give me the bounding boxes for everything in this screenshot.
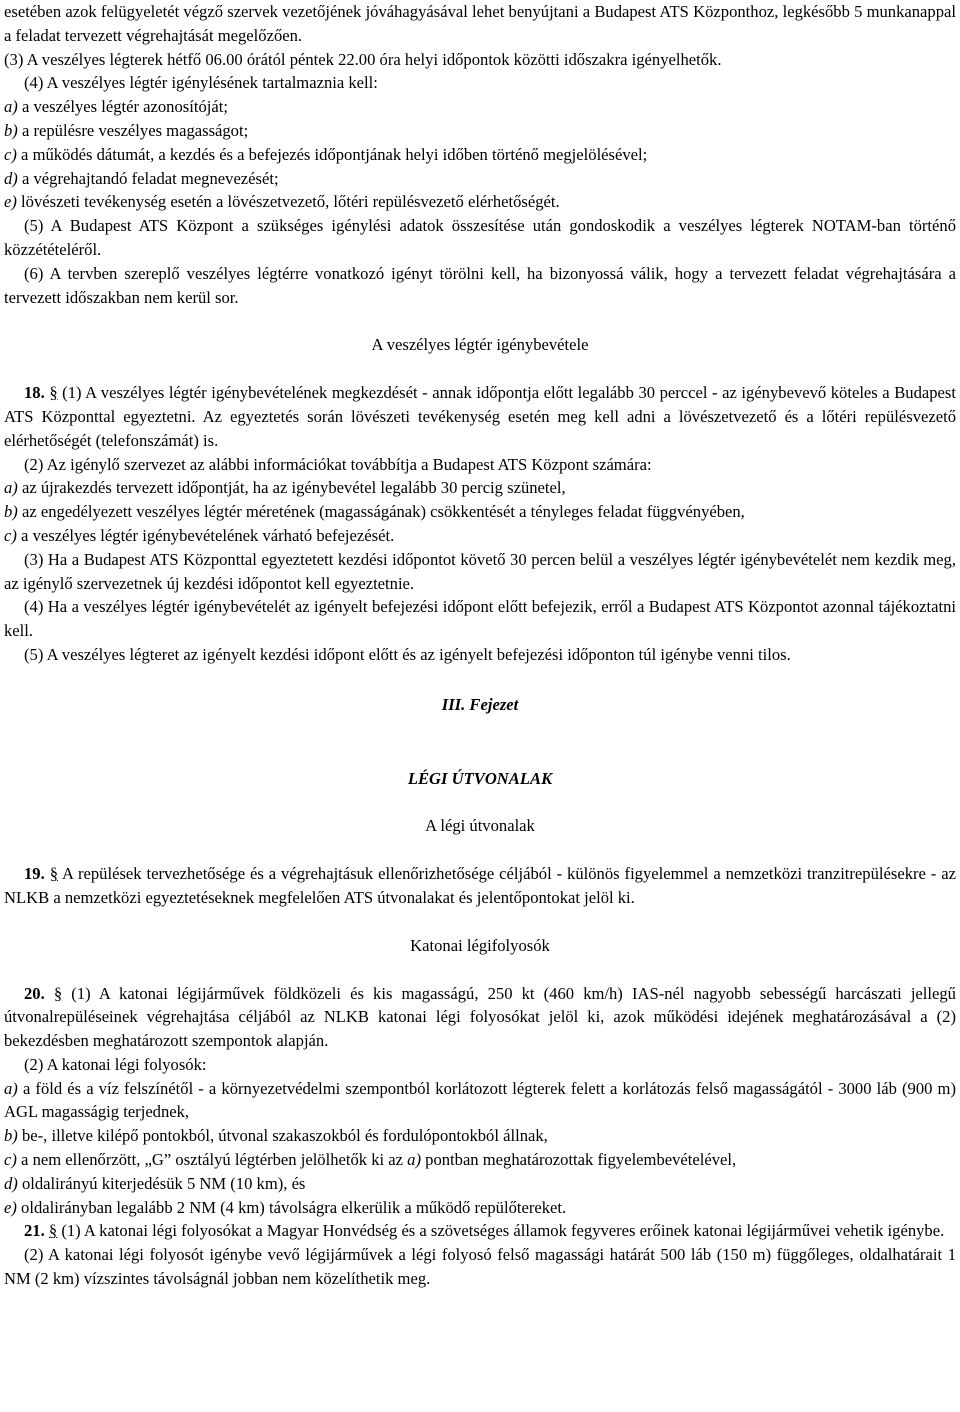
section-number: 20. [24, 983, 45, 1003]
list-item-20-c [4, 1148, 956, 1172]
item-text: lövészeti tevékenység esetén a lövészetvezető, lőtéri repülésvezető elérhetőségét. [16, 192, 560, 212]
item-text: a működés dátumát, a kezdés és a befejezés időpontjának helyi időben történő megjelölésével; [16, 144, 648, 164]
item-letter: c) [4, 525, 17, 545]
section-text: (1) A veszélyes légtér igénybevételének megkezdését - annak időpontja előtt legalább 30 perccel - az igénybevevő köteles a Budapest ATS Központtal egyeztetni. Az egyeztetés során lövészeti tevékenység esetén meg kell adni a lövészetvezető és a lőtéri repülésvezető elérhetőségét (telefonszámát) is. [4, 383, 956, 450]
item-text: a végrehajtandó feladat megnevezését; [17, 168, 279, 188]
list-item-17-4-b [4, 119, 956, 143]
section-text: (1) A katonai légi folyosókat a Magyar Honvédség és a szövetséges államok fegyveres erőinek katonai légijárművei vehetik igénybe. [57, 1221, 945, 1241]
paragraph-intro: esetében azok felügyeletét végző szervek vezetőjének jóváhagyásával lehet benyújtani a Budapest ATS Központhoz, legkésőbb 5 munkanappal a feladat tervezett végrehajtását megelőzően. [4, 2, 956, 45]
section-20-paragraph-1 [4, 982, 956, 1053]
item-reference: a) [407, 1150, 421, 1170]
item-letter: a) [4, 97, 18, 117]
item-letter: b) [4, 502, 18, 522]
chapter-number: III. Fejezet [441, 694, 519, 714]
paragraph-17-5: (5) A Budapest ATS Központ a szükséges igénylési adatok összesítése után gondoskodik a veszélyes légterek NOTAM-ban történő közzétételéről. [4, 216, 956, 259]
list-item-20-e [4, 1196, 956, 1220]
item-text: a nem ellenőrzött, „G” osztályú légtérben jelölhetők ki az [16, 1150, 408, 1170]
list-item-17-4-c [4, 143, 956, 167]
item-text: oldalirányban legalább 2 NM (4 km) távolságra elkerülik a működő repülőtereket. [16, 1197, 567, 1217]
section-sign: § [49, 864, 58, 884]
section-sign: § [53, 983, 63, 1003]
item-letter: a) [4, 1078, 18, 1098]
section-18-paragraph-5: (5) A veszélyes légteret az igényelt kezdési időpont előtt és az igényelt befejezési időponton túl igénybe venni tilos. [24, 644, 791, 664]
item-text: oldalirányú kiterjedésük 5 NM (10 km), és [17, 1173, 306, 1193]
section-18-paragraph-4: (4) Ha a veszélyes légtér igénybevételét az igényelt befejezési időpont előtt befejezik, erről a Budapest ATS Központot azonnal tájékoztatni kell. [4, 597, 956, 641]
list-item-18-c [4, 524, 956, 548]
list-item-20-b [4, 1124, 956, 1148]
item-letter: d) [4, 168, 18, 188]
section-18-paragraph-2: (2) Az igénylő szervezet az alábbi információkat továbbítja a Budapest ATS Központ számára: [24, 454, 652, 474]
section-sign: § [49, 383, 58, 403]
section-19-paragraph-1 [4, 862, 956, 910]
list-item-20-a [4, 1077, 956, 1125]
item-letter: b) [4, 1126, 18, 1146]
item-letter: c) [4, 1150, 17, 1170]
item-text: be-, illetve kilépő pontokból, útvonal szakaszokból és fordulópontokból állnak, [17, 1126, 548, 1146]
section-number: 18. [24, 383, 45, 403]
chapter-title: LÉGI ÚTVONALAK [407, 768, 553, 788]
section-number: 21. [24, 1221, 45, 1241]
item-text: az újrakezdés tervezett időpontját, ha az igénybevétel legalább 30 percig szünetel, [17, 478, 566, 498]
item-text: az engedélyezett veszélyes légtér méretének (magasságának) csökkentését a tényleges feladat függvényében, [17, 502, 745, 522]
section-21-paragraph-2: (2) A katonai légi folyosót igénybe vevő légijárművek a légi folyosó felső magassági határát 500 láb (150 m) függőleges, oldalhatárait 1 NM (2 km) vízszintes távolságnál jobban nem közelíthetik meg. [4, 1245, 956, 1289]
section-sign: § [48, 1221, 58, 1241]
section-text: A repülések tervezhetősége és a végrehajtásuk ellenőrizhetősége céljából - különös figyelemmel a nemzetközi tranzitrepülésekre - az NLKB a nemzetközi egyeztetéseknek megfelelően ATS útvonalakat és jelentőpontokat jelöl ki. [4, 864, 956, 907]
paragraph-17-6: (6) A tervben szereplő veszélyes légtérre vonatkozó igényt törölni kell, ha bizonyossá válik, hogy a tervezett feladat végrehajtására a tervezett időszakban nem kerül sor. [4, 263, 956, 307]
item-text-end: pontban meghatározottak figyelembevételével, [421, 1150, 737, 1170]
list-item-20-d [4, 1172, 956, 1196]
list-item-18-b [4, 500, 956, 524]
section-18-paragraph-1 [4, 381, 956, 452]
list-item-18-a [4, 476, 956, 500]
item-text: a repülésre veszélyes magasságot; [17, 120, 249, 140]
list-item-17-4-a [4, 95, 956, 119]
section-20-paragraph-2: (2) A katonai légi folyosók: [24, 1054, 207, 1074]
item-letter: e) [4, 1197, 17, 1217]
section-21-paragraph-1 [4, 1219, 956, 1243]
heading-katonai-legifolyosok: Katonai légifolyosók [410, 935, 550, 955]
item-letter: e) [4, 192, 17, 212]
item-text: a föld és a víz felszínétől - a környezetvédelmi szempontból korlátozott légterek felett a korlátozás felső magasságától - 3000 láb (900 m) AGL magasságig terjednek, [4, 1078, 956, 1122]
item-letter: a) [4, 478, 18, 498]
heading-legi-utvonalak: A légi útvonalak [425, 816, 535, 836]
section-number: 19. [24, 864, 45, 884]
item-text: a veszélyes légtér azonosítóját; [17, 97, 228, 117]
paragraph-17-3: (3) A veszélyes légterek hétfő 06.00 órától péntek 22.00 óra helyi időpontok közötti időszakra igényelhetők. [4, 49, 722, 69]
item-letter: c) [4, 144, 17, 164]
item-text: a veszélyes légtér igénybevételének várható befejezését. [16, 525, 395, 545]
item-letter: d) [4, 1173, 18, 1193]
list-item-17-4-d [4, 167, 956, 191]
item-letter: b) [4, 120, 18, 140]
heading-igenybevetel: A veszélyes légtér igénybevétele [371, 335, 589, 355]
section-text: (1) A katonai légijárművek földközeli és kis magasságú, 250 kt (460 km/h) IAS-nél nagyobb sebességű harcászati jellegű útvonalrepüléseinek végrehajtása céljából az NLKB katonai légi folyosókat jelöl ki, azok működési idejének meghatározásával a (2) bekezdésben meghatározott szempontok alapján. [4, 983, 956, 1051]
paragraph-17-4: (4) A veszélyes légtér igénylésének tartalmaznia kell: [24, 73, 378, 93]
list-item-17-4-e [4, 190, 956, 214]
section-18-paragraph-3: (3) Ha a Budapest ATS Központtal egyeztetett kezdési időpontot követő 30 percen belül a veszélyes légtér igénybevételét nem kezdik meg, az igénylő szervezetnek új kezdési időpontot kell egyeztetnie. [4, 549, 956, 593]
